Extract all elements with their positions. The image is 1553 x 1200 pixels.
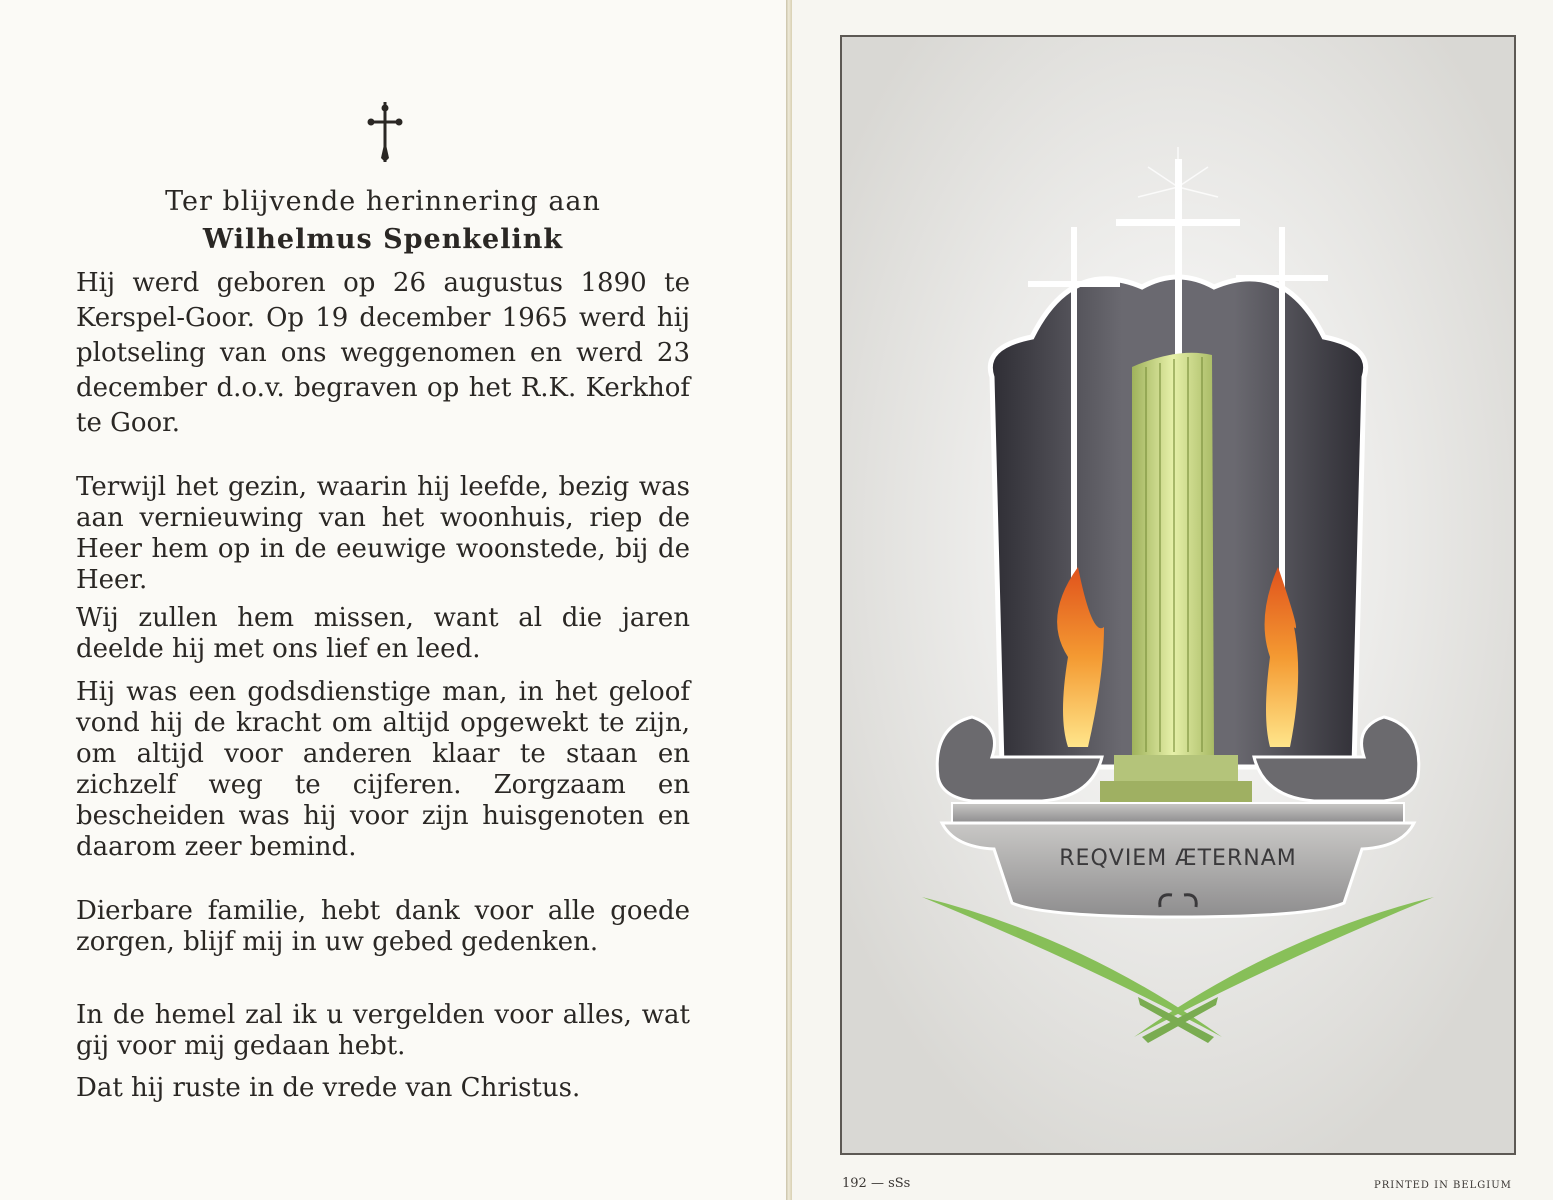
- inscription-text: REQVIEM ÆTERNAM: [1059, 846, 1297, 871]
- cross-icon: [365, 100, 405, 164]
- column-base: [1114, 755, 1238, 783]
- memorial-paragraph: In de hemel zal ik u vergelden voor alles, wat gij voor mij gedaan hebt.: [76, 1000, 690, 1061]
- memorial-paragraph: Terwijl het gezin, waarin hij leefde, bezig was aan vernieuwing van het woonhuis, riep de Heer hem op in de eeuwige woonstede, bij de Heer.: [76, 472, 690, 595]
- memorial-paragraph: Dierbare familie, hebt dank voor alle goede zorgen, blijf mij in uw gebed gedenken.: [76, 896, 690, 957]
- requiem-altar-picture: [842, 37, 1514, 1153]
- dedication-heading: Ter blijvende herinnering aan: [165, 186, 601, 217]
- memorial-paragraph: Wij zullen hem missen, want al die jaren deelde hij met ons lief en leed.: [76, 603, 690, 664]
- devotional-illustration: [840, 35, 1516, 1155]
- memorial-paragraph: Hij was een godsdienstige man, in het geloof vond hij de kracht om altijd opgewekt te zijn, om altijd voor anderen klaar te staan en zichzelf weg te cijferen. Zorgzaam en bescheiden was hij voor zijn huisgenoten en daarom zeer bemind.: [76, 677, 690, 862]
- print-code: 192 — sSs: [842, 1176, 911, 1191]
- deceased-name: Wilhelmus Spenkelink: [202, 224, 564, 255]
- printer-note: PRINTED IN BELGIUM: [1374, 1180, 1512, 1191]
- biography-paragraph: Hij werd geboren op 26 augustus 1890 te Kerspel-Goor. Op 19 december 1965 werd hij plotseling van ons weggenomen en werd 23 december d.o.v. begraven op het R.K. Kerkhof te Goor.: [76, 268, 690, 438]
- closing-prayer: Dat hij ruste in de vrede van Christus.: [76, 1073, 581, 1103]
